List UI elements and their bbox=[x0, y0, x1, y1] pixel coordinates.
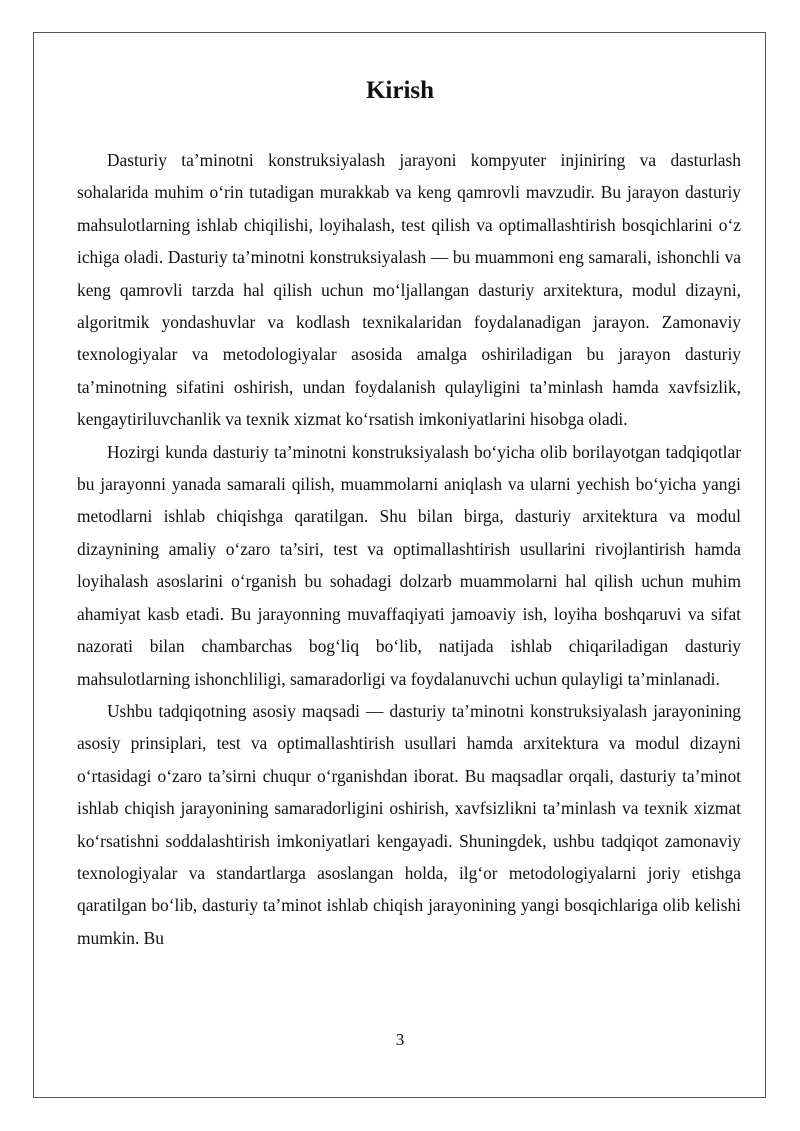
page-title: Kirish bbox=[365, 77, 435, 104]
paragraph-3: Ushbu tadqiqotning asosiy maqsadi — dasturiy ta’minotni konstruksiyalash jarayonining asosiy prinsiplari, test va optimallashtirish usullari hamda arxitektura va modul dizayni o‘rtasidagi o‘zaro ta’sirni chuqur o‘rganishdan iborat. Bu maqsadlar orqali, dasturiy ta’minot ishlab chiqish jarayonining samaradorligini oshirish, xavfsizlikni ta’minlash va texnik xizmat ko‘rsatishni soddalashtirish imkoniyatlari kengayadi. Shuningdek, ushbu tadqiqot zamonaviy texnologiyalar va standartlarga asoslangan holda, ilg‘or metodologiyalarni joriy etishga qaratilgan bo‘lib, dasturiy ta’minot ishlab chiqish jarayonining yangi bosqichlariga olib kelishi mumkin. Bu bbox=[77, 700, 741, 948]
page-number: 3 bbox=[395, 1030, 405, 1049]
document-body bbox=[77, 144, 741, 954]
paragraph-2: Hozirgi kunda dasturiy ta’minotni konstruksiyalash bo‘yicha olib borilayotgan tadqiqotlar bu jarayonni yanada samarali qilish, muammolarni aniqlash va ularni yechish bo‘yicha yangi metodlarni ishlab chiqishga qaratilgan. Shu bilan birga, dasturiy arxitektura va modul dizaynining amaliy o‘zaro ta’siri, test va optimallashtirish usullarini rivojlantirish hamda loyihalash asoslarini o‘rganish bu sohadagi dolzarb muammolarni hal qilish uchun muhim ahamiyat kasb etadi. Bu jarayonning muvaffaqiyati jamoaviy ish, loyiha boshqaruvi va sifat nazorati bilan chambarchas bog‘liq bo‘lib, natijada ishlab chiqariladigan dasturiy mahsulotlarning ishonchliligi, samaradorligi va foydalanuvchi uchun qulayligi ta’minlanadi. bbox=[77, 441, 741, 689]
paragraph-1: Dasturiy ta’minotni konstruksiyalash jarayoni kompyuter injiniring va dasturlash sohalarida muhim o‘rin tutadigan murakkab va keng qamrovli mavzudir. Bu jarayon dasturiy mahsulotlarning ishlab chiqilishi, loyihalash, test qilish va optimallashtirish bosqichlarini o‘z ichiga oladi. Dasturiy ta’minotni konstruksiyalash — bu muammoni eng samarali, ishonchli va keng qamrovli tarzda hal qilish uchun mo‘ljallangan dasturiy arxitektura, modul dizayni, algoritmik yondashuvlar va kodlash texnikalaridan foydalanadigan jarayon. Zamonaviy texnologiyalar va metodologiyalar asosida amalga oshiriladigan bu jarayon dasturiy ta’minotning sifatini oshirish, undan foydalanish qulayligini ta’minlash hamda xavfsizlik, kengaytiriluvchanlik va texnik xizmat ko‘rsatish imkoniyatlarini hisobga oladi. bbox=[77, 150, 741, 430]
